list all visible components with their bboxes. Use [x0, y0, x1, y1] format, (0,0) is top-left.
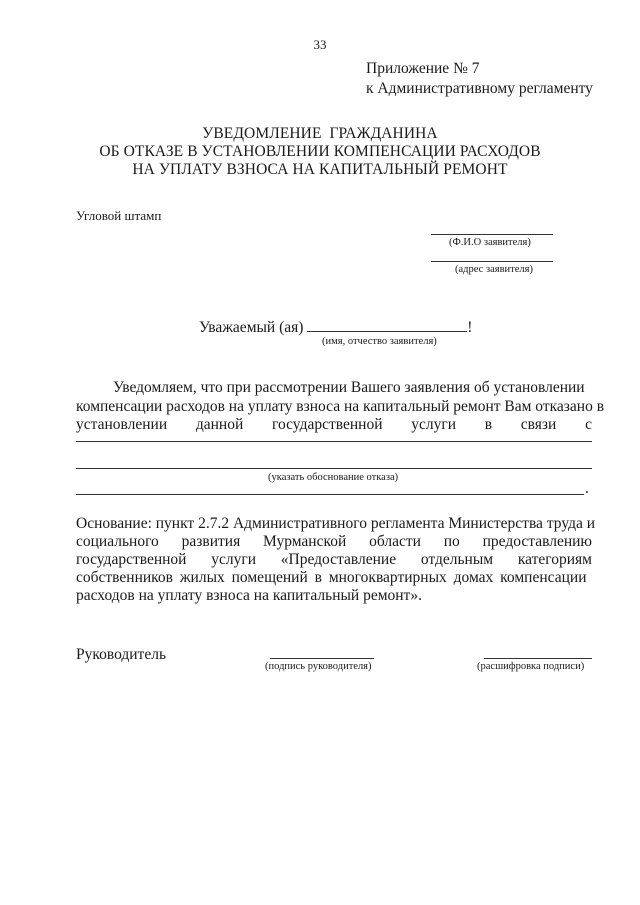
- signature-decode-caption: (расшифровка подписи): [477, 661, 585, 672]
- basis-line-3: государственной услуги «Предоставление отдельным категориям: [76, 551, 592, 568]
- applicant-fio-caption: (Ф.И.О заявителя): [449, 237, 531, 248]
- annex-heading: [366, 59, 593, 99]
- reason-line-3: [76, 494, 584, 495]
- notice-line-1: Уведомляем, что при рассмотрении Вашего заявления об установлении: [113, 379, 585, 396]
- greeting-name-blank: [307, 317, 467, 332]
- reason-caption: (указать обоснование отказа): [268, 472, 399, 483]
- signature-line: [270, 658, 374, 659]
- applicant-address-caption: (адрес заявителя): [455, 264, 533, 275]
- annex-number: Приложение № 7: [366, 60, 480, 77]
- greeting-exclamation: !: [467, 319, 473, 336]
- signature-label: Руководитель: [76, 646, 167, 663]
- greeting-caption: (имя, отчество заявителя): [322, 336, 437, 347]
- title-line-2: ОБ ОТКАЗЕ В УСТАНОВЛЕНИИ КОМПЕНСАЦИИ РАСХОДОВ: [99, 143, 541, 160]
- document-title: [60, 125, 580, 179]
- basis-line-2: социального развития Мурманской области по предоставлению: [76, 533, 592, 550]
- reason-end-dot: .: [585, 480, 589, 497]
- title-line-1: УВЕДОМЛЕНИЕ ГРАЖДАНИНА: [202, 125, 438, 142]
- signature-caption: (подпись руководителя): [265, 661, 372, 672]
- basis-line-4: собственников жилых помещений в многоквартирных домах компенсации: [76, 569, 587, 586]
- basis-line-5: расходов на уплату взноса на капитальный ремонт».: [76, 587, 422, 604]
- notice-line-3: установлении данной государственной услуги в связи с: [76, 416, 592, 433]
- applicant-fio-line: [431, 234, 553, 235]
- title-line-3: НА УПЛАТУ ВЗНОСА НА КАПИТАЛЬНЫЙ РЕМОНТ: [132, 161, 508, 178]
- notice-line-2: компенсации расходов на уплату взноса на капитальный ремонт Вам отказано в: [76, 398, 605, 415]
- greeting-text: Уважаемый (ая): [199, 319, 304, 336]
- applicant-address-line: [431, 261, 553, 262]
- page-number: 33: [313, 37, 327, 52]
- signature-decode-line: [484, 658, 592, 659]
- annex-reference: к Административному регламенту: [366, 80, 593, 97]
- reason-line-2: [76, 468, 592, 469]
- greeting: [199, 317, 472, 337]
- basis-line-1: Основание: пункт 2.7.2 Административного регламента Министерства труда и: [76, 515, 596, 532]
- corner-stamp-label: Угловой штамп: [76, 208, 162, 223]
- reason-line-1: [76, 441, 592, 442]
